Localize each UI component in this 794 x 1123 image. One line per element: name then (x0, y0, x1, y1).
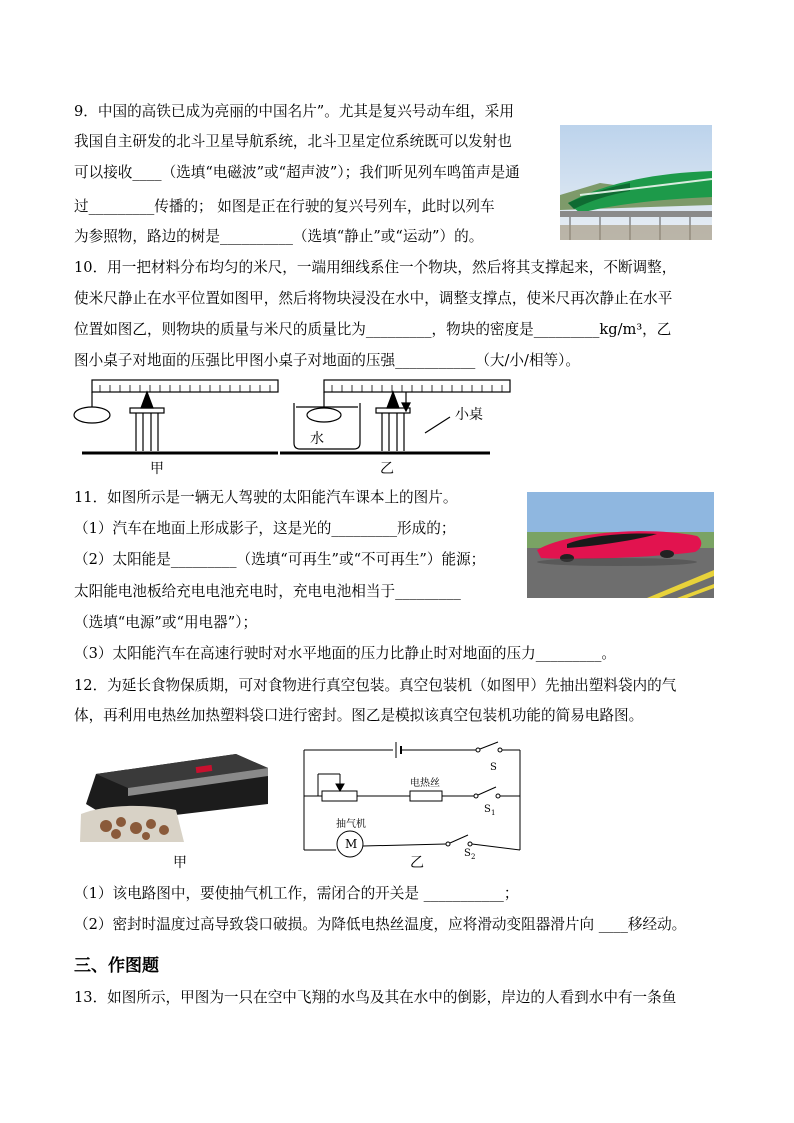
q9-line-3: 可以接收____（选填“电磁波”或“超声波”）；我们听见列车鸣笛声是通 (74, 164, 520, 181)
q11-line-1: 11．如图所示是一辆无人驾驶的太阳能汽车课本上的图片。 (74, 489, 458, 506)
train-photo (560, 125, 712, 240)
circuit-label-pump: 抽气机 (336, 819, 366, 830)
q12-line-1: 12．为延长食物保质期，可对食物进行真空包装。真空包装机（如图甲）先抽出塑料袋内的气 (74, 677, 677, 694)
fig-label-jia: 甲 (150, 461, 164, 477)
circuit-label-motor: M (345, 837, 358, 851)
q10-line-2: 使米尺静止在水平位置如图甲，然后将物块浸没在水中，调整支撑点，使米尺再次静止在水平 (74, 290, 673, 307)
fig-label-yi: 乙 (380, 461, 394, 477)
q12-line-2: 体，再利用电热丝加热塑料袋口进行密封。图乙是模拟该真空包装机功能的简易电路图。 (74, 707, 644, 724)
fig-label-jia-12: 甲 (173, 855, 187, 871)
section-title: 三、作图题 (74, 956, 159, 976)
vacuum-sealer-photo (76, 744, 272, 844)
circuit-label-heater: 电热丝 (410, 778, 440, 789)
q11-line-6: （3）太阳能汽车在高速行驶时对水平地面的压力比静止时对地面的压力_________。 (74, 645, 616, 662)
q12-sub-1: （1）该电路图中，要使抽气机工作，需闭合的开关是 ___________； (74, 885, 519, 902)
fig-label-table: 小桌 (455, 407, 483, 423)
solar-car-photo (527, 492, 714, 598)
circuit-label-s1-sub: 1 (491, 809, 496, 817)
circuit-label-s1: S (484, 804, 491, 815)
q11-line-5: （选填“电源”或“用电器”）； (74, 614, 258, 631)
q10-line-3: 位置如图乙，则物块的质量与米尺的质量比为_________，物块的密度是_________kg/m³，乙 (74, 321, 672, 338)
q9-line-1: 9．中国的高铁已成为亮丽的中国名片”。尤其是复兴号动车组，采用 (74, 103, 514, 120)
q13-line-1: 13．如图所示，甲图为一只在空中飞翔的水鸟及其在水中的倒影，岸边的人看到水中有一条鱼 (74, 989, 677, 1006)
circuit-label-s2: S (464, 848, 471, 859)
fig-label-yi-12: 乙 (410, 855, 424, 871)
circuit-label-s2-sub: 2 (471, 853, 476, 861)
fig-label-water: 水 (310, 431, 324, 447)
q11-line-2: （1）汽车在地面上形成影子，这是光的_________形成的； (74, 520, 456, 537)
q11-line-4: 太阳能电池板给充电电池充电时，充电电池相当于_________ (74, 583, 461, 600)
q10-line-4: 图小桌子对地面的压强比甲图小桌子对地面的压强___________（大/小/相等）。 (74, 352, 581, 369)
circuit-diagram (298, 738, 530, 870)
q12-sub-2: （2）密封时温度过高导致袋口破损。为降低电热丝温度，应将滑动变阻器滑片向 ____移经动。 (74, 916, 687, 933)
meter-stick-figure (70, 375, 520, 480)
circuit-label-s: S (490, 762, 497, 773)
q9-line-2: 我国自主研发的北斗卫星导航系统，北斗卫星定位系统既可以发射也 (74, 133, 512, 150)
q11-line-3: （2）太阳能是_________（选填“可再生”或“不可再生”）能源； (74, 551, 486, 568)
q10-line-1: 10．用一把材料分布均匀的米尺，一端用细线系住一个物块，然后将其支撑起来，不断调整， (74, 259, 677, 276)
q9-line-5: 为参照物，路边的树是__________（选填“静止”或“运动”）的。 (74, 228, 484, 245)
q9-line-4: 过_________传播的； 如图是正在行驶的复兴号列车，此时以列车 (74, 198, 495, 215)
